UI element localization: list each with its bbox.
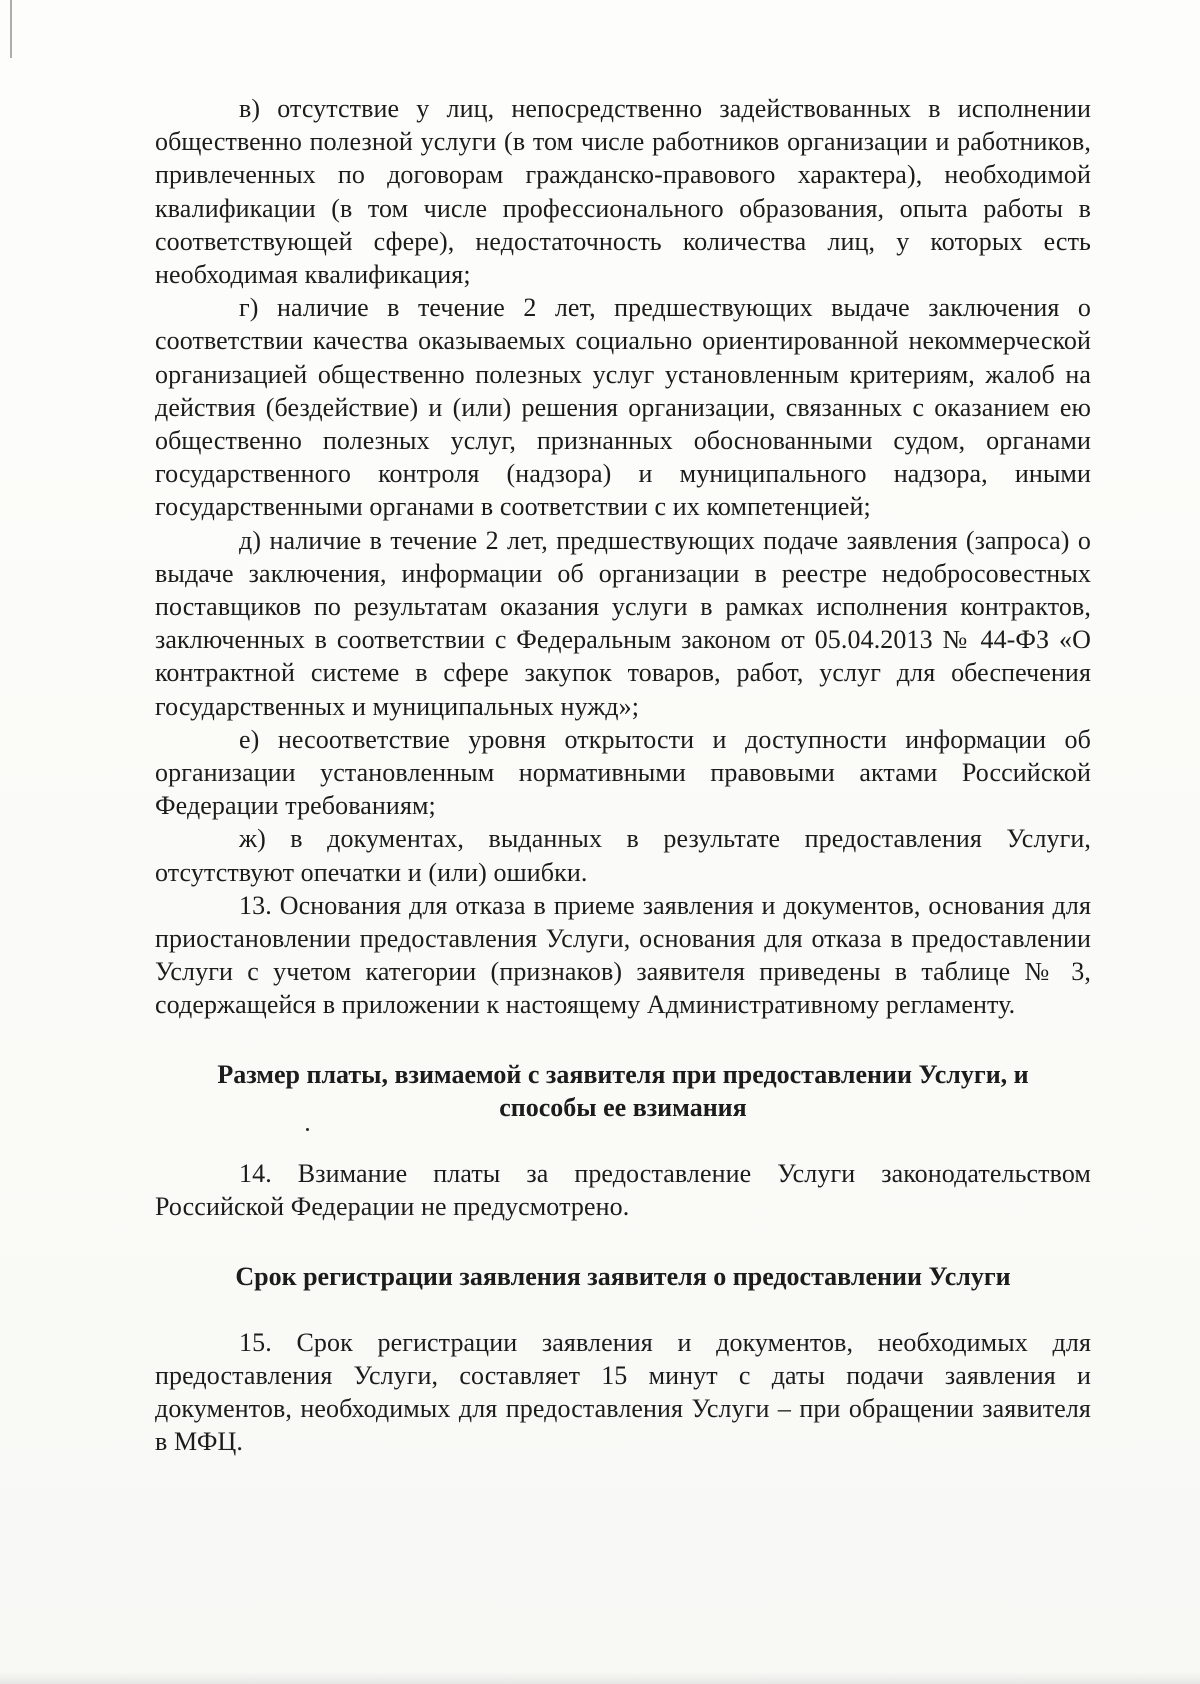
paragraph-15: 15. Срок регистрации заявления и документов, необходимых для предоставления Услуги, составляет 15 минут с даты подачи заявления и документов, необходимых для предоставления Услуги – при обращении заявителя в МФЦ. [155,1327,1091,1457]
paragraph-item-g: г) наличие в течение 2 лет, предшествующих выдаче заключения о соответствии качества оказываемых социально ориентированной некоммерческой организацией общественно полезных услуг установленным критериям, жалоб на действия (бездействие) и (или) решения организации, связанных с оказанием ею общественно полезных услуг, признанных обоснованными судом, органами государственного контроля (надзора) и муниципального надзора, иными государственными органами в соответствии с их компетенцией; [155,293,1091,522]
spacer [155,1124,1091,1157]
paragraph-item-v: в) отсутствие у лиц, непосредственно задействованных в исполнении общественно полезной услуги (в том числе работников организации и работников, привлеченных по договорам гражданско-правового характера), необходимой квалификации (в том числе профессионального образования, опыта работы в соответствующей сфере), недостаточность количества лиц, у которых есть необходимая квалификация; [155,94,1091,290]
scan-shadow [0,1672,1200,1684]
paragraph-item-e: е) несоответствие уровня открытости и доступности информации об организации установленным нормативными правовыми актами Российской Федерации требованиям; [155,724,1091,821]
scan-border-mark [10,0,12,58]
heading-line: Размер платы, взимаемой с заявителя при предоставлении Услуги, и [217,1059,1029,1089]
paragraph-13: 13. Основания для отказа в приеме заявления и документов, основания для приостановлении предоставления Услуги, основания для отказа в предоставлении Услуги с учетом категории (признаков) заявителя приведены в таблице № 3, содержащейся в приложении к настоящему Административному регламенту. [155,890,1091,1020]
spacer [155,1022,1091,1058]
document-body [155,92,1091,1459]
section-heading-registration: Срок регистрации заявления заявителя о предоставлении Услуги [235,1261,1011,1291]
section-heading-payment [155,1058,1091,1124]
scan-speck [306,1128,309,1131]
spacer [155,1224,1091,1260]
paragraph-item-d: д) наличие в течение 2 лет, предшествующих подаче заявления (запроса) о выдаче заключения, информации об организации в реестре недобросовестных поставщиков по результатам оказания услуги в рамках исполнения контрактов, заключенных в соответствии с Федеральным законом от 05.04.2013 № 44-ФЗ «О контрактной системе в сфере закупок товаров, работ, услуг для обеспечения государственных и муниципальных нужд»; [155,525,1091,721]
spacer [155,1293,1091,1326]
paragraph-item-zh: ж) в документах, выданных в результате предоставления Услуги, отсутствуют опечатки и (или) ошибки. [155,824,1091,887]
heading-line: способы ее взимания [499,1092,747,1122]
paragraph-14: 14. Взимание платы за предоставление Услуги законодательством Российской Федерации не предусмотрено. [155,1159,1091,1222]
